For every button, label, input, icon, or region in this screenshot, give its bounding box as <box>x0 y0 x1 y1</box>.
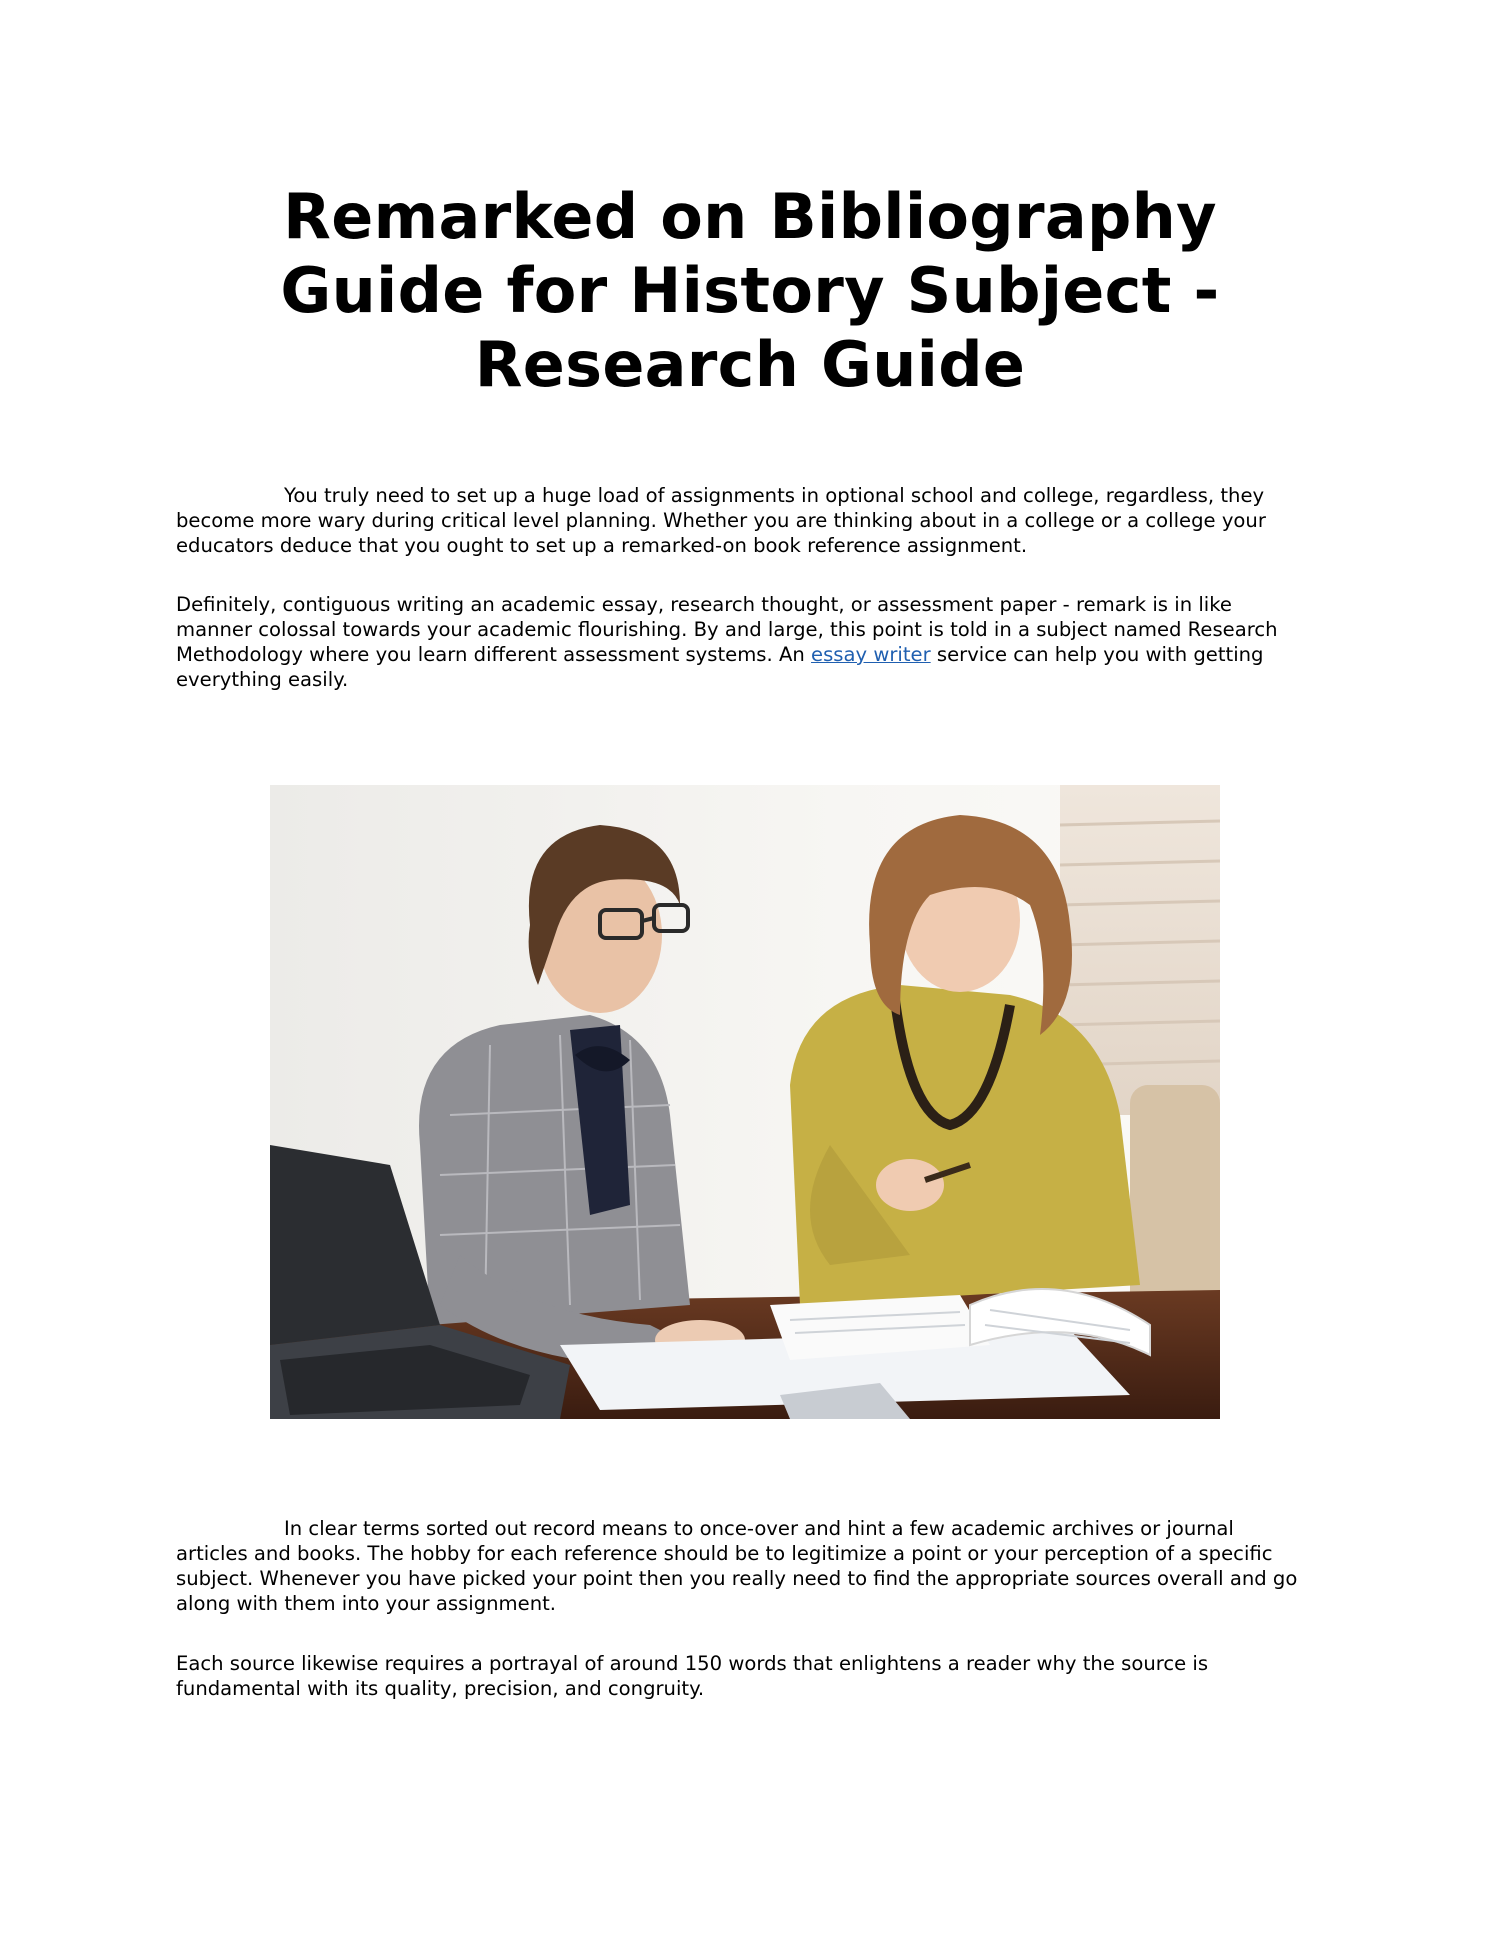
paragraph-essay-writer <box>176 592 1304 692</box>
paragraph-source-description: Each source likewise requires a portrayal of around 150 words that enlightens a reader why the source is fundamental with its quality, precision, and congruity. <box>176 1652 1209 1700</box>
paragraph-text-before-link: Definitely, contiguous writing an academic essay, research thought, or assessment paper - remark is in like manner colossal towards your academic flourishing. By and large, this point is told in a subject named Research Methodology where you learn different assessment systems. An <box>176 593 1278 666</box>
essay-writer-link[interactable]: essay writer <box>811 643 931 666</box>
paragraph-bibliography-definition: In clear terms sorted out record means to once-over and hint a few academic archives or journal articles and books. The hobby for each reference should be to legitimize a point or your perception of a specific subject. Whenever you have picked your point then you really need to find the appropriate sources overall and go along with them into your assignment. <box>176 1517 1298 1615</box>
two-women-studying-photo <box>270 785 1220 1419</box>
paragraph-text-after-link: service can help you with getting everything easily. <box>176 643 1264 691</box>
document-title: Remarked on Bibliography Guide for History Subject - Research Guide <box>280 180 1220 401</box>
paragraph-intro: You truly need to set up a huge load of assignments in optional school and college, regardless, they become more wary during critical level planning. Whether you are thinking about in a college or a college your educators deduce that you ought to set up a remarked-on book reference assignment. <box>176 484 1266 557</box>
